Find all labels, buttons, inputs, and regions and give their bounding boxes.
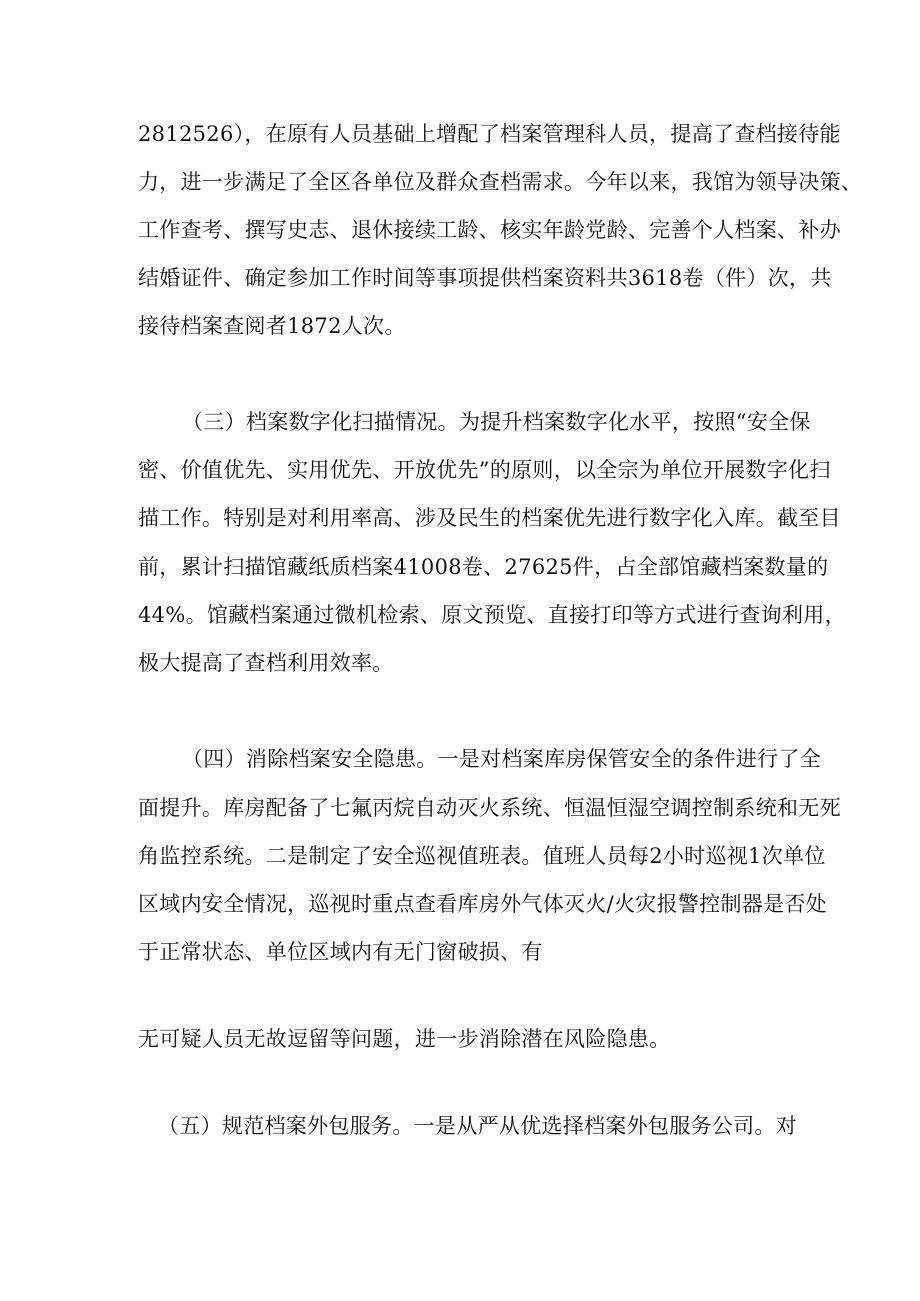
paragraph-2-line-2: 密、价值优先、实用优先、开放优先”的原则，以全宗为单位开展数字化扫 <box>138 458 831 482</box>
paragraph-2-line-4: 前，累计扫描馆藏纸质档案41008卷、27625件，占全部馆藏档案数量的 <box>138 555 829 579</box>
paragraph-3-line-2: 面提升。库房配备了七氟丙烷自动灭火系统、恒温恒湿空调控制系统和无死 <box>138 796 841 820</box>
paragraph-5-line-1: （五）规范档案外包服务。一是从严从优选择档案外包服务公司。对 <box>158 1114 797 1138</box>
paragraph-2-line-1: （三）档案数字化扫描情况。为提升档案数字化水平，按照“安全保 <box>182 410 811 434</box>
paragraph-1-line-4: 结婚证件、确定参加工作时间等事项提供档案资料共3618卷（件）次，共 <box>138 266 832 290</box>
paragraph-1-line-2: 力，进一步满足了全区各单位及群众查档需求。今年以来，我馆为领导决策、 <box>138 170 863 194</box>
paragraph-1-line-5: 接待档案查阅者1872人次。 <box>138 314 406 338</box>
paragraph-3-line-3: 角监控系统。二是制定了安全巡视值班表。值班人员每2小时巡视1次单位 <box>138 844 826 868</box>
paragraph-3-line-5: 于正常状态、单位区域内有无门窗破损、有 <box>138 940 543 964</box>
paragraph-2-line-5: 44%。馆藏档案通过微机检索、原文预览、直接打印等方式进行查询利用， <box>138 603 846 627</box>
paragraph-1-line-3: 工作查考、撰写史志、退休接续工龄、核实年龄党龄、完善个人档案、补办 <box>138 218 841 242</box>
paragraph-4-line-1: 无可疑人员无故逗留等问题，进一步消除潜在风险隐患。 <box>138 1027 671 1051</box>
paragraph-3-line-1: （四）消除档案安全隐患。一是对档案库房保管安全的条件进行了全 <box>182 747 821 771</box>
paragraph-1-line-1: 2812526），在原有人员基础上增配了档案管理科人员，提高了查档接待能 <box>138 122 841 146</box>
paragraph-2-line-6: 极大提高了查档利用效率。 <box>138 651 394 675</box>
paragraph-3-line-4: 区域内安全情况，巡视时重点查看库房外气体灭火/火灾报警控制器是否处 <box>138 892 827 916</box>
paragraph-2-line-3: 描工作。特别是对利用率高、涉及民生的档案优先进行数字化入库。截至目 <box>138 506 841 530</box>
